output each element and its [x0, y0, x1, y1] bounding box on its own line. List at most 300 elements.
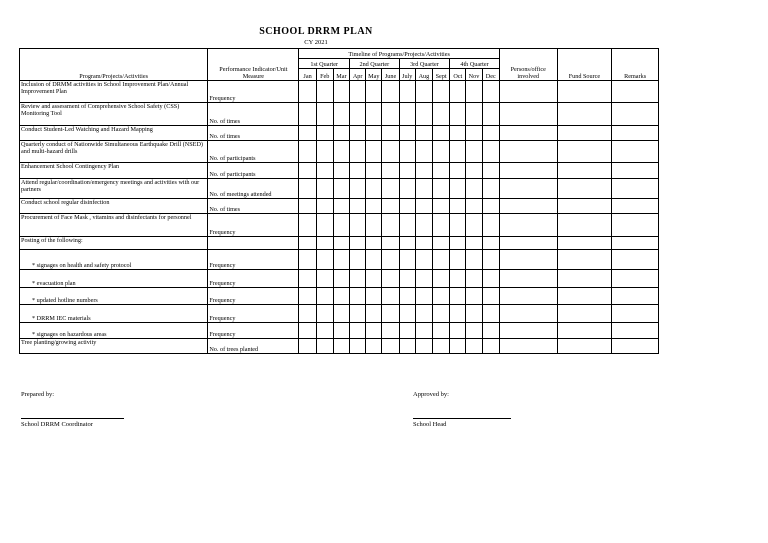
month-cell — [433, 270, 450, 288]
month-cell — [316, 81, 333, 103]
table-row — [20, 141, 659, 163]
month-cell — [433, 179, 450, 199]
month-cell — [415, 179, 432, 199]
month-cell — [482, 270, 499, 288]
month-cell — [333, 81, 349, 103]
month-cell — [350, 199, 366, 214]
month-cell — [299, 305, 316, 323]
month-cell — [466, 81, 482, 103]
month-cell — [333, 214, 349, 237]
month-cell — [433, 126, 450, 141]
month-cell — [415, 288, 432, 305]
month-cell — [482, 237, 499, 250]
month-cell — [350, 81, 366, 103]
remarks-cell — [612, 214, 659, 237]
fund-source-cell — [557, 141, 612, 163]
header-remarks: Remarks — [612, 49, 659, 81]
header-timeline: Timeline of Programs/Projects/Activities — [299, 49, 499, 59]
month-cell — [350, 163, 366, 179]
month-cell — [366, 270, 382, 288]
month-cell — [450, 339, 466, 354]
month-cell — [299, 179, 316, 199]
month-cell — [382, 237, 399, 250]
month-cell — [350, 250, 366, 270]
month-cell — [415, 270, 432, 288]
month-cell — [316, 250, 333, 270]
month-cell — [366, 339, 382, 354]
month-cell — [299, 141, 316, 163]
month-cell — [299, 81, 316, 103]
header-indicator: Performance Indicator/Unit Measure — [208, 49, 299, 81]
month-cell — [415, 199, 432, 214]
fund-source-cell — [557, 214, 612, 237]
fund-source-cell — [557, 163, 612, 179]
remarks-cell — [612, 126, 659, 141]
month-cell — [450, 179, 466, 199]
indicator-cell: No. of meetings attended — [208, 179, 299, 199]
indicator-cell — [208, 237, 299, 250]
month-cell — [466, 339, 482, 354]
month-header: Nov — [466, 69, 482, 81]
month-cell — [333, 323, 349, 339]
indicator-cell: No. of times — [208, 199, 299, 214]
month-header: July — [399, 69, 415, 81]
persons-cell — [499, 126, 557, 141]
month-cell — [299, 288, 316, 305]
month-cell — [350, 288, 366, 305]
fund-source-cell — [557, 237, 612, 250]
month-cell — [399, 141, 415, 163]
month-header: Feb — [316, 69, 333, 81]
month-cell — [399, 250, 415, 270]
month-cell — [399, 214, 415, 237]
month-cell — [382, 270, 399, 288]
indicator-cell: No. of participants — [208, 141, 299, 163]
indicator-cell: No. of times — [208, 103, 299, 126]
month-header: June — [382, 69, 399, 81]
table-row — [20, 199, 659, 214]
month-header: Dec — [482, 69, 499, 81]
quarter-header: 3rd Quarter — [399, 59, 450, 69]
month-cell — [366, 323, 382, 339]
month-cell — [316, 288, 333, 305]
month-cell — [466, 179, 482, 199]
month-cell — [450, 270, 466, 288]
persons-cell — [499, 214, 557, 237]
month-cell — [333, 199, 349, 214]
indicator-cell: Frequency — [208, 288, 299, 305]
month-cell — [450, 323, 466, 339]
table-row — [20, 163, 659, 179]
table-row — [20, 323, 659, 339]
month-cell — [399, 199, 415, 214]
month-cell — [433, 199, 450, 214]
month-cell — [333, 179, 349, 199]
month-cell — [382, 339, 399, 354]
month-cell — [466, 250, 482, 270]
month-cell — [316, 126, 333, 141]
fund-source-cell — [557, 126, 612, 141]
month-cell — [433, 141, 450, 163]
month-cell — [482, 305, 499, 323]
month-cell — [316, 237, 333, 250]
month-cell — [415, 305, 432, 323]
activity-cell: * DRRM IEC materials — [20, 305, 208, 323]
month-cell — [333, 103, 349, 126]
month-cell — [466, 323, 482, 339]
table-row — [20, 237, 659, 250]
month-cell — [399, 163, 415, 179]
quarter-header: 2nd Quarter — [350, 59, 400, 69]
month-cell — [482, 250, 499, 270]
month-cell — [333, 141, 349, 163]
remarks-cell — [612, 81, 659, 103]
month-cell — [450, 163, 466, 179]
month-cell — [399, 270, 415, 288]
indicator-cell: No. of times — [208, 126, 299, 141]
month-cell — [382, 81, 399, 103]
fund-source-cell — [557, 199, 612, 214]
month-cell — [482, 339, 499, 354]
month-cell — [482, 81, 499, 103]
approved-by-label: Approved by: — [413, 391, 449, 398]
month-cell — [382, 163, 399, 179]
month-cell — [333, 250, 349, 270]
fund-source-cell — [557, 323, 612, 339]
month-cell — [316, 339, 333, 354]
month-cell — [382, 103, 399, 126]
remarks-cell — [612, 270, 659, 288]
month-cell — [333, 163, 349, 179]
month-cell — [299, 126, 316, 141]
month-cell — [399, 179, 415, 199]
month-cell — [333, 339, 349, 354]
activity-cell: Tree planting/growing activity — [20, 339, 208, 354]
month-cell — [415, 339, 432, 354]
remarks-cell — [612, 323, 659, 339]
fund-source-cell — [557, 305, 612, 323]
table-row — [20, 214, 659, 237]
month-cell — [333, 288, 349, 305]
month-cell — [482, 288, 499, 305]
activity-cell: Review and assessment of Comprehensive School Safety (CSS) Monitoring Tool — [20, 103, 208, 126]
month-cell — [415, 323, 432, 339]
table-row — [20, 250, 659, 270]
month-cell — [299, 199, 316, 214]
month-cell — [382, 179, 399, 199]
month-cell — [366, 250, 382, 270]
remarks-cell — [612, 103, 659, 126]
approved-signature-line — [413, 418, 511, 419]
month-cell — [333, 126, 349, 141]
month-cell — [350, 179, 366, 199]
persons-cell — [499, 323, 557, 339]
table-row — [20, 305, 659, 323]
month-cell — [382, 214, 399, 237]
month-cell — [382, 288, 399, 305]
month-cell — [399, 126, 415, 141]
persons-cell — [499, 141, 557, 163]
month-cell — [450, 305, 466, 323]
month-cell — [366, 288, 382, 305]
month-cell — [415, 237, 432, 250]
month-cell — [466, 305, 482, 323]
month-cell — [316, 323, 333, 339]
document-title: SCHOOL DRRM PLAN — [259, 26, 373, 37]
month-cell — [382, 250, 399, 270]
month-cell — [433, 288, 450, 305]
activity-cell: Quarterly conduct of Nationwide Simultaneous Earthquake Drill (NSED) and multi-hazard drills — [20, 141, 208, 163]
month-cell — [350, 214, 366, 237]
month-cell — [415, 103, 432, 126]
header-fund-source: Fund Source — [557, 49, 612, 81]
quarter-header: 1st Quarter — [299, 59, 350, 69]
month-cell — [366, 163, 382, 179]
remarks-cell — [612, 237, 659, 250]
month-cell — [399, 305, 415, 323]
month-cell — [299, 250, 316, 270]
month-header: Sept — [433, 69, 450, 81]
month-cell — [450, 126, 466, 141]
table-row — [20, 339, 659, 354]
month-cell — [350, 141, 366, 163]
table-row — [20, 126, 659, 141]
activity-cell: * updated hotline numbers — [20, 288, 208, 305]
indicator-cell: No. of participants — [208, 163, 299, 179]
activity-cell: Procurement of Face Mask , vitamins and disinfectants for personnel — [20, 214, 208, 237]
remarks-cell — [612, 163, 659, 179]
month-cell — [466, 199, 482, 214]
month-cell — [366, 141, 382, 163]
month-cell — [366, 126, 382, 141]
persons-cell — [499, 163, 557, 179]
month-cell — [466, 270, 482, 288]
indicator-cell: No. of trees planted — [208, 339, 299, 354]
header-persons: Persons/office involved — [499, 49, 557, 81]
month-cell — [316, 199, 333, 214]
month-cell — [399, 81, 415, 103]
month-cell — [450, 103, 466, 126]
month-cell — [466, 126, 482, 141]
approved-by-role: School Head — [413, 421, 447, 428]
month-cell — [316, 163, 333, 179]
table-row — [20, 270, 659, 288]
month-cell — [366, 103, 382, 126]
month-cell — [399, 339, 415, 354]
persons-cell — [499, 339, 557, 354]
month-cell — [466, 163, 482, 179]
remarks-cell — [612, 305, 659, 323]
month-cell — [466, 237, 482, 250]
table-row — [20, 81, 659, 103]
month-cell — [433, 237, 450, 250]
month-cell — [482, 163, 499, 179]
indicator-cell: Frequency — [208, 214, 299, 237]
activity-cell: * signages on hazardous areas — [20, 323, 208, 339]
activity-cell: * evacuation plan — [20, 270, 208, 288]
remarks-cell — [612, 179, 659, 199]
month-cell — [299, 339, 316, 354]
fund-source-cell — [557, 81, 612, 103]
month-cell — [433, 163, 450, 179]
month-cell — [482, 214, 499, 237]
month-cell — [415, 141, 432, 163]
month-header: Oct — [450, 69, 466, 81]
month-cell — [382, 126, 399, 141]
fund-source-cell — [557, 179, 612, 199]
month-cell — [433, 214, 450, 237]
month-cell — [350, 323, 366, 339]
month-cell — [333, 305, 349, 323]
month-cell — [382, 305, 399, 323]
persons-cell — [499, 250, 557, 270]
table-row — [20, 179, 659, 199]
header-program: Program/Projects/Activities — [20, 49, 208, 81]
month-cell — [399, 323, 415, 339]
month-cell — [482, 199, 499, 214]
month-cell — [366, 199, 382, 214]
indicator-cell: Frequency — [208, 81, 299, 103]
drrm-plan-table — [19, 48, 659, 354]
remarks-cell — [612, 250, 659, 270]
prepared-by-label: Prepared by: — [21, 391, 55, 398]
month-cell — [466, 288, 482, 305]
persons-cell — [499, 103, 557, 126]
month-header: Apr — [350, 69, 366, 81]
month-cell — [415, 250, 432, 270]
month-cell — [299, 163, 316, 179]
month-header: Mar — [333, 69, 349, 81]
month-cell — [482, 126, 499, 141]
month-cell — [415, 163, 432, 179]
month-cell — [482, 323, 499, 339]
month-cell — [466, 103, 482, 126]
table-row — [20, 103, 659, 126]
persons-cell — [499, 179, 557, 199]
month-cell — [366, 305, 382, 323]
table-row — [20, 288, 659, 305]
month-cell — [399, 237, 415, 250]
fund-source-cell — [557, 103, 612, 126]
quarter-header: 4th Quarter — [450, 59, 500, 69]
fund-source-cell — [557, 250, 612, 270]
persons-cell — [499, 199, 557, 214]
month-cell — [350, 103, 366, 126]
month-cell — [366, 179, 382, 199]
month-cell — [366, 81, 382, 103]
remarks-cell — [612, 141, 659, 163]
remarks-cell — [612, 199, 659, 214]
month-cell — [450, 214, 466, 237]
month-cell — [482, 141, 499, 163]
month-cell — [450, 141, 466, 163]
month-cell — [399, 288, 415, 305]
month-cell — [316, 179, 333, 199]
activity-cell: Enhancement School Contingency Plan — [20, 163, 208, 179]
month-header: May — [366, 69, 382, 81]
month-cell — [415, 81, 432, 103]
remarks-cell — [612, 288, 659, 305]
month-cell — [299, 323, 316, 339]
month-cell — [433, 323, 450, 339]
month-cell — [466, 141, 482, 163]
activity-cell: * signages on health and safety protocol — [20, 250, 208, 270]
activity-cell: Posting of the following: — [20, 237, 208, 250]
month-cell — [399, 103, 415, 126]
month-cell — [350, 126, 366, 141]
prepared-signature-line — [21, 418, 124, 419]
month-header: Jan — [299, 69, 316, 81]
month-cell — [433, 250, 450, 270]
month-cell — [366, 237, 382, 250]
activity-cell: Attend regular/coordination/emergency meetings and activities with our partners — [20, 179, 208, 199]
prepared-by-role: School DRRM Coordinator — [21, 421, 93, 428]
document-subtitle: CY 2021 — [304, 39, 328, 46]
month-cell — [366, 214, 382, 237]
month-cell — [350, 237, 366, 250]
month-cell — [450, 237, 466, 250]
month-cell — [482, 103, 499, 126]
month-cell — [316, 305, 333, 323]
persons-cell — [499, 305, 557, 323]
indicator-cell: Frequency — [208, 323, 299, 339]
month-cell — [316, 141, 333, 163]
month-cell — [382, 199, 399, 214]
month-cell — [316, 214, 333, 237]
persons-cell — [499, 81, 557, 103]
persons-cell — [499, 270, 557, 288]
month-cell — [299, 214, 316, 237]
month-cell — [450, 199, 466, 214]
fund-source-cell — [557, 288, 612, 305]
month-cell — [450, 288, 466, 305]
month-cell — [450, 81, 466, 103]
month-cell — [415, 214, 432, 237]
indicator-cell: Frequency — [208, 305, 299, 323]
month-cell — [450, 250, 466, 270]
fund-source-cell — [557, 270, 612, 288]
month-cell — [299, 270, 316, 288]
remarks-cell — [612, 339, 659, 354]
persons-cell — [499, 237, 557, 250]
month-cell — [415, 126, 432, 141]
persons-cell — [499, 288, 557, 305]
month-cell — [350, 339, 366, 354]
month-cell — [333, 237, 349, 250]
month-cell — [433, 81, 450, 103]
month-cell — [299, 103, 316, 126]
activity-cell: Conduct Student-Led Watching and Hazard Mapping — [20, 126, 208, 141]
month-cell — [350, 270, 366, 288]
month-cell — [316, 270, 333, 288]
month-cell — [333, 270, 349, 288]
month-cell — [433, 339, 450, 354]
activity-cell: Inclusion of DRMM activities in School Improvement Plan/Annual Improvement Plan — [20, 81, 208, 103]
indicator-cell: Frequency — [208, 270, 299, 288]
month-cell — [433, 103, 450, 126]
month-cell — [316, 103, 333, 126]
indicator-cell: Frequency — [208, 250, 299, 270]
month-cell — [350, 305, 366, 323]
month-cell — [482, 179, 499, 199]
month-cell — [382, 141, 399, 163]
activity-cell: Conduct school regular disinfection — [20, 199, 208, 214]
month-cell — [466, 214, 482, 237]
month-header: Aug — [415, 69, 432, 81]
month-cell — [433, 305, 450, 323]
fund-source-cell — [557, 339, 612, 354]
month-cell — [299, 237, 316, 250]
